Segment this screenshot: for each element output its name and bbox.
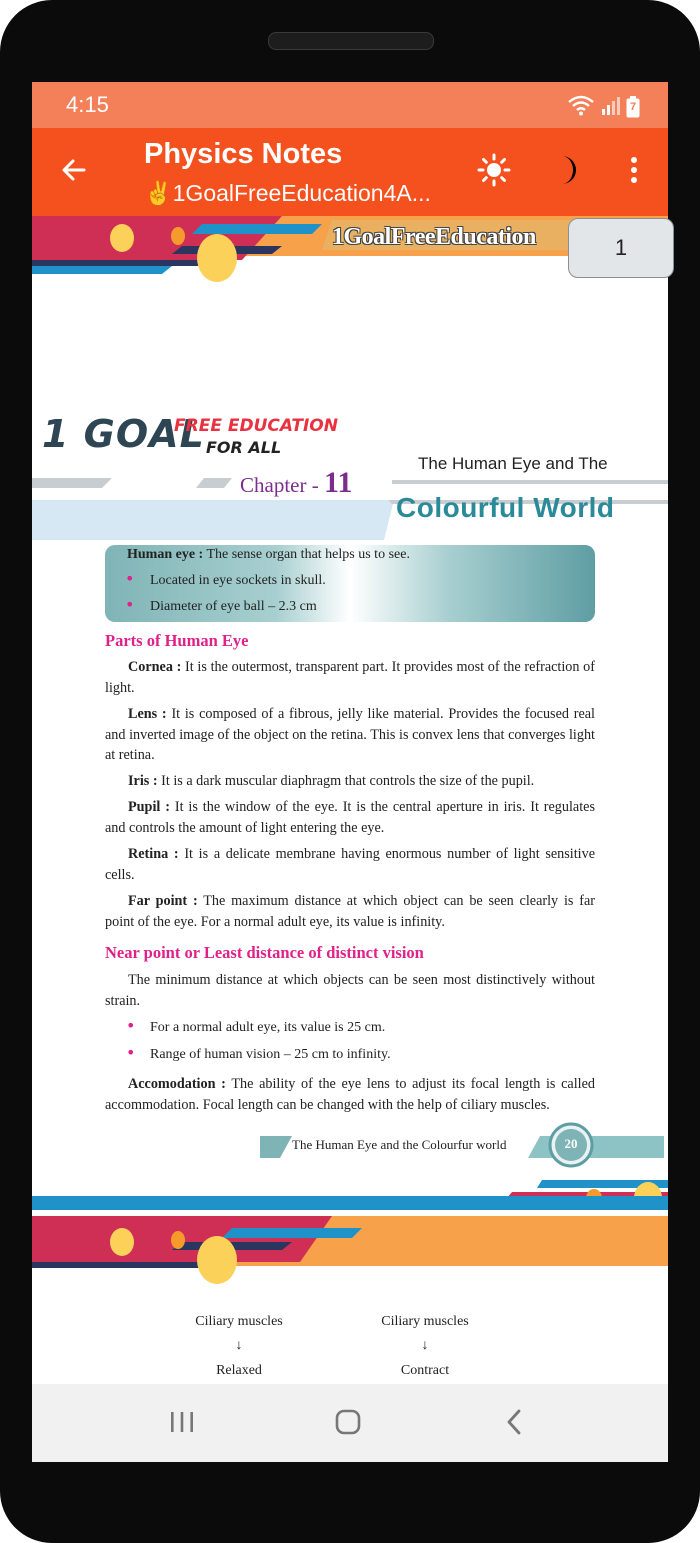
screen <box>32 82 668 1462</box>
recent-apps-button[interactable] <box>160 1402 204 1446</box>
moon-icon <box>552 154 580 190</box>
section-heading-parts: Parts of Human Eye <box>105 631 249 650</box>
chapter-number: 11 <box>323 466 353 499</box>
logo-for-all: FOR ALL <box>206 438 282 457</box>
flow-right-step: Contract <box>400 1362 450 1378</box>
near-point-bullet-2: Range of human vision – 25 cm to infinity. <box>150 1047 391 1062</box>
paragraph-retina: Retina : It is a delicate membrane having enormous number of light sensitive cells. <box>105 846 596 883</box>
paragraph-pupil: Pupil : It is the window of the eye. It is the central aperture in iris. It regulates and controls the amount of light entering the eye. <box>105 799 595 836</box>
flow-arrow: ↓ <box>235 1338 243 1354</box>
system-nav-bar <box>32 1384 668 1462</box>
page-footer-number: 20 <box>564 1136 578 1151</box>
status-time: 4:15 <box>66 92 109 117</box>
logo-main: 1 GOAL <box>42 412 205 456</box>
app-subtitle: ✌1GoalFreeEducation4A... <box>144 180 431 206</box>
bullet-dot: • <box>126 1016 136 1035</box>
cell-signal-icon <box>600 95 620 119</box>
wifi-icon <box>568 94 594 120</box>
arrow-left-icon <box>60 156 88 188</box>
info-box <box>105 545 595 622</box>
bullet-dot: • <box>125 595 135 614</box>
banner-text: 1GoalFreeEducation <box>332 224 536 250</box>
more-vert-icon <box>630 156 638 188</box>
bullet-dot: • <box>126 1043 136 1062</box>
flow-arrow: ↓ <box>421 1338 429 1354</box>
logo-free-education: FREE EDUCATION <box>174 416 338 436</box>
bullet-dot: • <box>125 569 135 588</box>
home-button[interactable] <box>326 1402 370 1446</box>
page-break-decor <box>32 1176 668 1286</box>
page-indicator[interactable]: 1 <box>568 218 674 278</box>
near-point-bullet-1: For a normal adult eye, its value is 25 cm. <box>150 1020 386 1035</box>
app-title: Physics Notes <box>144 138 343 170</box>
app-bar <box>32 128 668 216</box>
info-box-bullet-2: Diameter of eye ball – 2.3 cm <box>150 599 317 614</box>
chapter-label: Chapter - 11 <box>240 466 353 499</box>
speaker-grille <box>268 32 434 50</box>
info-box-heading: Human eye : The sense organ that helps us to see. <box>127 547 410 562</box>
chevron-left-icon <box>504 1408 524 1440</box>
sun-icon <box>478 154 510 190</box>
brightness-button[interactable] <box>472 150 516 194</box>
paragraph-accommodation: Accomodation : The ability of the eye lens to adjust its focal length is called accommodation. Focal length can be changed with the help of ciliary muscles. <box>105 1076 595 1113</box>
pdf-reader[interactable] <box>32 216 668 1384</box>
flow-right-step: Ciliary muscles <box>381 1314 469 1329</box>
chapter-title-line1: The Human Eye and The <box>418 454 608 473</box>
page-footer-text: The Human Eye and the Colourfur world <box>292 1137 507 1152</box>
battery-icon <box>626 96 640 118</box>
more-options-button[interactable] <box>612 150 656 194</box>
home-icon <box>334 1408 362 1440</box>
status-bar <box>32 82 668 128</box>
section-heading-near-point: Near point or Least distance of distinct vision <box>105 943 424 962</box>
chapter-title-line2: Colourful World <box>396 492 615 523</box>
battery-level: 7 <box>629 101 637 113</box>
night-mode-button[interactable] <box>544 150 588 194</box>
system-back-button[interactable] <box>492 1402 536 1446</box>
paragraph-iris: Iris : It is a dark muscular diaphragm that controls the size of the pupil. <box>128 773 535 789</box>
back-button[interactable] <box>52 150 96 194</box>
flow-left-step: Ciliary muscles <box>195 1314 283 1329</box>
flow-left-step: Relaxed <box>216 1362 262 1378</box>
paragraph-lens: Lens : It is composed of a fibrous, jelly like material. Provides the focused real and inverted image of the object on the retina. This is convex lens that converges light at retina. <box>105 706 595 763</box>
paragraph-far-point: Far point : The maximum distance at which object can be seen clearly is far point of the eye. For a normal adult eye, its value is infinity. <box>105 893 595 930</box>
paragraph-near-point-intro: The minimum distance at which objects can be seen most distinctively without strain. <box>105 972 595 1009</box>
recents-icon <box>169 1410 195 1438</box>
info-box-bullet-1: Located in eye sockets in skull. <box>150 573 326 588</box>
paragraph-cornea: Cornea : It is the outermost, transparent part. It provides most of the refraction of light. <box>105 659 595 696</box>
